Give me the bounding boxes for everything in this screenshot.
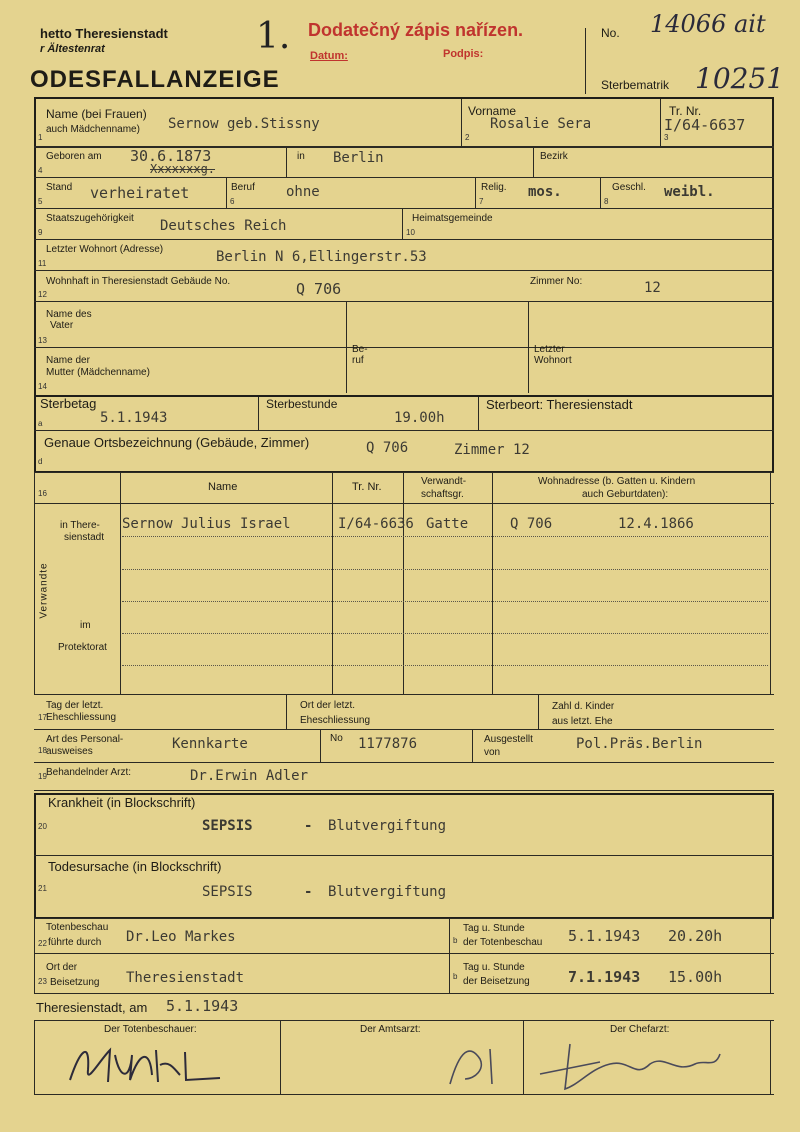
value-todesursache-de: Blutvergiftung bbox=[328, 884, 447, 900]
label-im: im bbox=[80, 620, 91, 631]
value-stunde-beisetzung: 15.00h bbox=[668, 968, 723, 986]
label-ort-eheschliessung-1: Ort der letzt. bbox=[300, 700, 356, 711]
signature-totenbeschauer bbox=[60, 1030, 260, 1090]
row-number: 2 bbox=[465, 133, 470, 142]
label-sterbeort: Sterbeort: Theresienstadt bbox=[486, 397, 633, 412]
value-ausweis-no: 1177876 bbox=[358, 736, 418, 752]
label-krankheit: Krankheit (in Blockschrift) bbox=[48, 795, 196, 810]
row-letter: d bbox=[38, 457, 43, 466]
row-number: 21 bbox=[38, 884, 47, 893]
label-ort-beisetzung-2: Beisetzung bbox=[50, 977, 100, 988]
row-number: 16 bbox=[38, 489, 47, 498]
label-protektorat: Protektorat bbox=[58, 642, 107, 653]
row-number: 5 bbox=[38, 197, 43, 206]
label-wohnort: Letzter Wohnort (Adresse) bbox=[46, 244, 164, 255]
value-tag-totenbeschau: 5.1.1943 bbox=[568, 927, 641, 945]
label-arzt: Behandelnder Arzt: bbox=[46, 767, 132, 778]
label-ausweis-no: No bbox=[330, 733, 343, 744]
header-divider bbox=[585, 28, 586, 94]
label-relig: Relig. bbox=[481, 182, 507, 193]
value-geboren: 30.6.1873 bbox=[130, 147, 212, 165]
col-verwandtschaft-2: schaftsgr. bbox=[421, 489, 464, 500]
label-vater-2: Vater bbox=[50, 320, 74, 331]
value-krankheit-dash: - bbox=[304, 818, 313, 834]
row-number: 23 bbox=[38, 977, 47, 986]
row-number: 6 bbox=[230, 197, 235, 206]
col-verwandtschaft-1: Verwandt- bbox=[421, 476, 467, 487]
label-letzter-wohnort-1: Letzter bbox=[534, 344, 565, 355]
label-sig-amtsarzt: Der Amtsarzt: bbox=[360, 1024, 421, 1035]
value-name: Sernow geb.Stissny bbox=[168, 116, 320, 132]
value-geboren-struck: Xxxxxxxg. bbox=[150, 162, 216, 176]
label-tag-beisetzung-2: der Beisetzung bbox=[463, 976, 530, 987]
label-tag-totenbeschau-2: der Totenbeschau bbox=[463, 937, 543, 948]
label-tag-eheschliessung-2: Eheschliessung bbox=[46, 712, 117, 723]
row-number: 11 bbox=[38, 259, 47, 268]
value-ort-beisetzung: Theresienstadt bbox=[126, 970, 245, 986]
czech-stamp: Dodatečný zápis nařízen. bbox=[308, 20, 524, 40]
label-geboren: Geboren am bbox=[46, 151, 102, 162]
row-number: 8 bbox=[604, 197, 609, 206]
form-title: ODESFALLANZEIGE bbox=[30, 66, 280, 93]
row-number: 13 bbox=[38, 336, 47, 345]
value-ortsbez-zimmer: Zimmer 12 bbox=[454, 442, 530, 458]
row-number: 20 bbox=[38, 822, 47, 831]
row-number: 1 bbox=[38, 133, 43, 142]
value-relative-date: 12.4.1866 bbox=[618, 516, 694, 532]
value-staat: Deutsches Reich bbox=[160, 218, 287, 234]
label-verwandte: Verwandte bbox=[38, 562, 50, 619]
label-tag-eheschliessung-1: Tag der letzt. bbox=[46, 700, 104, 711]
ghetto-header: hetto Theresienstadt bbox=[40, 26, 168, 41]
label-kinder-2: aus letzt. Ehe bbox=[552, 716, 613, 727]
value-zimmer: 12 bbox=[644, 280, 661, 296]
label-totenbeschau-2: führte durch bbox=[48, 937, 102, 948]
row-number: 7 bbox=[479, 197, 484, 206]
row-number: 9 bbox=[38, 228, 43, 237]
label-totenbeschau-1: Totenbeschau bbox=[46, 922, 109, 933]
value-ausgestellt: Pol.Präs.Berlin bbox=[576, 736, 703, 752]
label-ausweis-1: Art des Personal- bbox=[46, 734, 124, 745]
label-wohnhaft: Wohnhaft in Theresienstadt Gebäude No. bbox=[46, 276, 231, 287]
value-relative-trnr: I/64-6636 bbox=[338, 516, 414, 532]
label-eltern-beruf-1: Be- bbox=[352, 344, 368, 355]
value-sterbetag: 5.1.1943 bbox=[100, 410, 168, 426]
label-mutter-1: Name der bbox=[46, 355, 90, 366]
label-staat: Staatszugehörigkeit bbox=[46, 213, 134, 224]
value-geburtsort: Berlin bbox=[333, 150, 384, 166]
label-bezirk: Bezirk bbox=[540, 151, 568, 162]
value-ausweis: Kennkarte bbox=[172, 736, 248, 752]
label-todesursache: Todesursache (in Blockschrift) bbox=[48, 859, 222, 874]
label-name: Name (bei Frauen) bbox=[46, 107, 147, 121]
sterbematrik-label: Sterbematrik bbox=[601, 78, 670, 92]
value-relative-gebaeude: Q 706 bbox=[510, 516, 553, 532]
value-relative-relation: Gatte bbox=[426, 516, 469, 532]
col-wohnadresse-2: auch Geburtdaten): bbox=[582, 489, 669, 500]
label-vorname: Vorname bbox=[468, 104, 517, 118]
label-in-theresienstadt-1: in There- bbox=[60, 520, 100, 531]
row-number: b bbox=[453, 972, 458, 981]
label-in-theresienstadt-2: sienstadt bbox=[64, 532, 105, 543]
col-wohnadresse-1: Wohnadresse (b. Gatten u. Kindern bbox=[538, 476, 696, 487]
value-stunde-totenbeschau: 20.20h bbox=[668, 927, 723, 945]
handwritten-mark: 1. bbox=[256, 16, 291, 57]
row-number: 3 bbox=[664, 133, 669, 142]
value-wohnort: Berlin N 6,Ellingerstr.53 bbox=[216, 249, 427, 265]
cause-section bbox=[34, 793, 774, 919]
label-ausgestellt-2: von bbox=[484, 747, 501, 758]
label-tag-beisetzung-1: Tag u. Stunde bbox=[463, 962, 525, 973]
label-beruf: Beruf bbox=[231, 182, 255, 193]
label-stand: Stand bbox=[46, 182, 73, 193]
row-number: 18 bbox=[38, 746, 47, 755]
label-sterbestunde: Sterbestunde bbox=[266, 397, 338, 411]
label-zimmer: Zimmer No: bbox=[530, 276, 583, 287]
label-in: in bbox=[297, 151, 305, 162]
value-sterbestunde: 19.00h bbox=[394, 410, 445, 426]
row-number: 12 bbox=[38, 290, 47, 299]
col-name: Name bbox=[208, 481, 238, 493]
label-ort-eheschliessung-2: Eheschliessung bbox=[300, 715, 371, 726]
row-number: b bbox=[453, 936, 458, 945]
stamp-date-label: Datum: bbox=[310, 50, 348, 62]
value-arzt: Dr.Erwin Adler bbox=[190, 768, 309, 784]
value-todesursache-dash: - bbox=[304, 884, 313, 900]
value-ortsbez-gebaeude: Q 706 bbox=[366, 440, 409, 456]
value-date: 5.1.1943 bbox=[166, 997, 239, 1015]
label-vater-1: Name des bbox=[46, 309, 92, 320]
label-sig-chefarzt: Der Chefarzt: bbox=[610, 1024, 670, 1035]
label-name-2: auch Mädchenname) bbox=[46, 124, 140, 135]
value-religion: mos. bbox=[528, 184, 562, 200]
label-sig-totenbeschauer: Der Totenbeschauer: bbox=[104, 1024, 197, 1035]
value-totenbeschau: Dr.Leo Markes bbox=[126, 929, 236, 945]
label-letzter-wohnort-2: Wohnort bbox=[534, 355, 572, 366]
label-ort-beisetzung-1: Ort der bbox=[46, 962, 78, 973]
col-trnr: Tr. Nr. bbox=[352, 481, 382, 493]
row-number: 14 bbox=[38, 382, 47, 391]
label-trnr: Tr. Nr. bbox=[669, 104, 702, 118]
row-number: 19 bbox=[38, 772, 47, 781]
sterbematrik-number: 10251 bbox=[695, 62, 785, 95]
row-number: 4 bbox=[38, 166, 43, 175]
value-trnr: I/64-6637 bbox=[664, 116, 746, 134]
label-ausweis-2: ausweises bbox=[46, 746, 93, 757]
value-gebaeude: Q 706 bbox=[296, 280, 342, 298]
label-heimat: Heimatsgemeinde bbox=[412, 213, 493, 224]
label-geschl: Geschl. bbox=[612, 182, 646, 193]
value-geschlecht: weibl. bbox=[664, 184, 715, 200]
value-beruf: ohne bbox=[286, 184, 320, 200]
label-tag-totenbeschau-1: Tag u. Stunde bbox=[463, 923, 525, 934]
label-ausgestellt-1: Ausgestellt bbox=[484, 734, 533, 745]
value-relative-name: Sernow Julius Israel bbox=[122, 516, 291, 532]
row-number: 22 bbox=[38, 939, 47, 948]
value-krankheit: SEPSIS bbox=[202, 818, 253, 834]
office-header: r Ältestenrat bbox=[40, 43, 105, 55]
label-sterbetag: Sterbetag bbox=[40, 396, 97, 411]
value-krankheit-de: Blutvergiftung bbox=[328, 818, 447, 834]
stamp-sign-label: Podpis: bbox=[443, 48, 484, 60]
label-eltern-beruf-2: ruf bbox=[352, 355, 364, 366]
row-number: 17 bbox=[38, 713, 47, 722]
death-section bbox=[34, 395, 774, 473]
label-ortsbezeichnung: Genaue Ortsbezeichnung (Gebäude, Zimmer) bbox=[44, 435, 310, 450]
label-mutter-2: Mutter (Mädchenname) bbox=[46, 367, 150, 378]
label-kinder-1: Zahl d. Kinder bbox=[552, 701, 615, 712]
value-tag-beisetzung: 7.1.1943 bbox=[568, 968, 641, 986]
no-label: No. bbox=[601, 26, 620, 40]
value-stand: verheiratet bbox=[90, 184, 190, 202]
signature-amtsarzt-chefarzt bbox=[430, 1034, 750, 1094]
row-letter: a bbox=[38, 419, 43, 428]
registry-number: 14066 ait bbox=[650, 10, 766, 38]
row-number: 10 bbox=[406, 228, 415, 237]
value-vorname: Rosalie Sera bbox=[490, 116, 592, 132]
label-place-date: Theresienstadt, am bbox=[36, 1000, 148, 1015]
value-todesursache: SEPSIS bbox=[202, 884, 253, 900]
